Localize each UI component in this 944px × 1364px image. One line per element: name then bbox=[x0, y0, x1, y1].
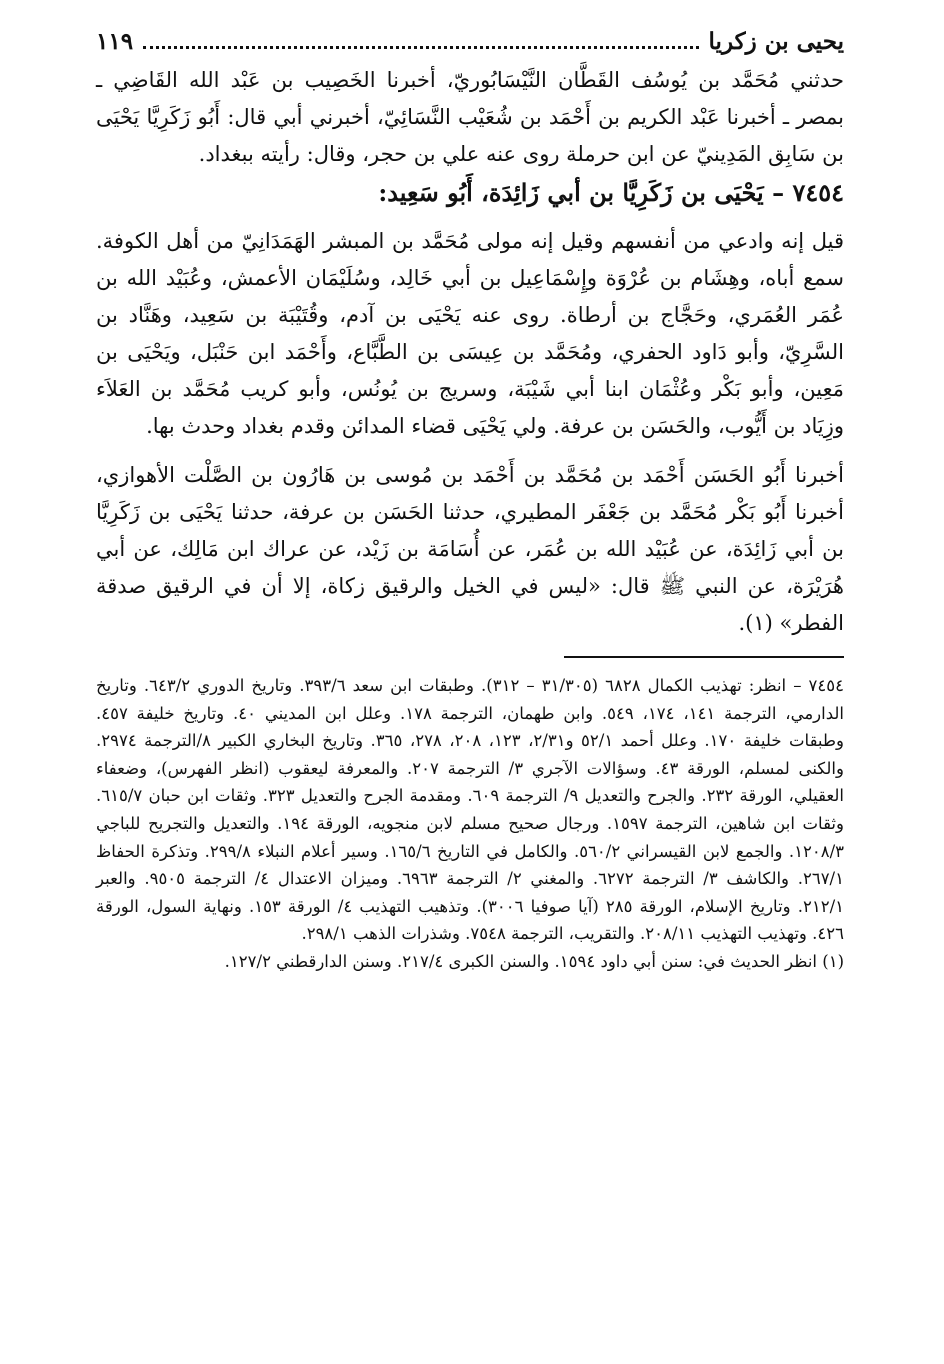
running-head-title: يحيى بن زكريا bbox=[708, 28, 844, 55]
entry-paragraph-2: أخبرنا أَبُو الحَسَن أَحْمَد بن مُحَمَّد بن أَحْمَد بن مُوسى بن هَارُون بن الصَّلْت الأهوازي، أخبرنا أَبُو بَكْر مُحَمَّد بن جَعْفَر المطيري، حدثنا الحَسَن بن عرفة، حدثنا يَحْيَى بن زَكَرِيَّا بن أبي زَائِدَة، عن عُبَيْد الله بن عُمَر، عن أُسَامَة بن زَيْد، عن عراك ابن مَالِك، عن أبي هُرَيْرَة، عن النبي ﷺ قال: «ليس في الخيل والرقيق زكاة، إلا أن في الرقيق صدقة الفطر» (١). bbox=[96, 463, 844, 635]
running-head bbox=[96, 22, 844, 62]
dotted-leader bbox=[143, 45, 698, 49]
footnote-separator bbox=[564, 656, 844, 658]
entry-heading: ٧٤٥٤ – يَحْيَى بن زَكَرِيَّا بن أبي زَائِدَة، أَبُو سَعِيد: bbox=[378, 178, 844, 207]
page-number: ١١٩ bbox=[96, 28, 134, 55]
entry-paragraph-1: قيل إنه وادعي من أنفسهم وقيل إنه مولى مُحَمَّد بن المبشر الهَمَدَانِيّ من أهل الكوفة. سمع أباه، وهِشَام بن عُرْوَة وإِسْمَاعِيل بن أبي خَالِد، وسُلَيْمَان الأعمش، وعُبَيْد الله بن عُمَر العُمَري، وحَجَّاج بن أرطاة. روى عنه يَحْيَى بن آدم، وقُتَيْبَة بن سَعِيد، وهَنَّاد بن السَّرِيّ، وأبو دَاود الحفري، ومُحَمَّد بن عِيسَى بن الطَّبَّاع، وأَحْمَد ابن حَنْبَل، ويَحْيَى بن مَعِين، وأبو بَكْر وعُثْمَان ابنا أبي شَيْبَة، وسريج بن يُونُس، وأبو كريب مُحَمَّد بن العَلاَء وزِيَاد بن أَيُّوب، والحَسَن بن عرفة. ولي يَحْيَى قضاء المدائن وقدم بغداد وحدث بها. bbox=[96, 229, 844, 438]
book-page bbox=[96, 22, 844, 976]
intro-paragraph: حدثني مُحَمَّد بن يُوسُف القَطَّان النَّيْسَابُوريّ، أخبرنا الخَصِيب بن عَبْد الله القَاضِي ـ بمصر ـ أخبرنا عَبْد الكريم بن أَحْمَد بن شُعَيْب النَّسَائِيّ، أخبرني أبي قال: أَبُو زَكَرِيَّا يَحْيَى بن سَابِق المَدِينيّ عن ابن حرملة روى عنه علي بن حجر، وقال: رأيته ببغداد. bbox=[96, 68, 844, 166]
footnote-1: (١) انظر الحديث في: سنن أبي داود ١٥٩٤. والسنن الكبرى ٢١٧/٤. وسنن الدارقطني ١٢٧/٢. bbox=[224, 951, 844, 971]
footnote-main: ٧٤٥٤ – انظر: تهذيب الكمال ٦٨٢٨ (٣١/٣٠٥ – ٣١٢). وطبقات ابن سعد ٣٩٣/٦. وتاريخ الدوري ٦٤٣/٢. وتاريخ الدارمي، الترجمة ١٤١، ١٧٤، ٥٤٩. وابن طهمان، الترجمة ١٧٨. وعلل ابن المديني ٤٠. وتاريخ خليفة ٤٥٧. وطبقات خليفة ١٧٠. وعلل أحمد ٥٢/١ و٢/٣١، ١٢٣، ٢٠٨، ٢٧٨، ٣٦٥. وتاريخ البخاري الكبير ٨/الترجمة ٢٩٧٤. والكنى لمسلم، الورقة ٤٣. وسؤالات الآجري ٣/ الترجمة ٢٠٧. والمعرفة ليعقوب (انظر الفهرس)، وضعفاء العقيلي، الورقة ٢٣٢. والجرح والتعديل ٩/ الترجمة ٦٠٩. ومقدمة الجرح والتعديل ٣٢٣. وثقات ابن حبان ٦١٥/٧. وثقات ابن شاهين، الترجمة ١٥٩٧. ورجال صحيح مسلم لابن منجويه، الورقة ١٩٤. والتعديل والتجريح للباجي ١٢٠٨/٣. والجمع لابن القيسراني ٥٦٠/٢. والكامل في التاريخ ١٦٥/٦. وسير أعلام النبلاء ٢٩٩/٨. وتذكرة الحفاظ ٢٦٧/١. والكاشف ٣/ الترجمة ٦٢٧٢. والمغني ٢/ الترجمة ٦٩٦٣. وميزان الاعتدال ٤/ الترجمة ٩٥٠٥. والعبر ٢١٢/١. وتاريخ الإسلام، الورقة ٢٨٥ (آيا صوفيا ٣٠٠٦). وتذهيب التهذيب ٤/ الورقة ١٥٣. ونهاية السول، الورقة ٤٢٦. وتهذيب التهذيب ٢٠٨/١١. والتقريب، الترجمة ٧٥٤٨. وشذرات الذهب ٢٩٨/١. bbox=[96, 676, 844, 944]
